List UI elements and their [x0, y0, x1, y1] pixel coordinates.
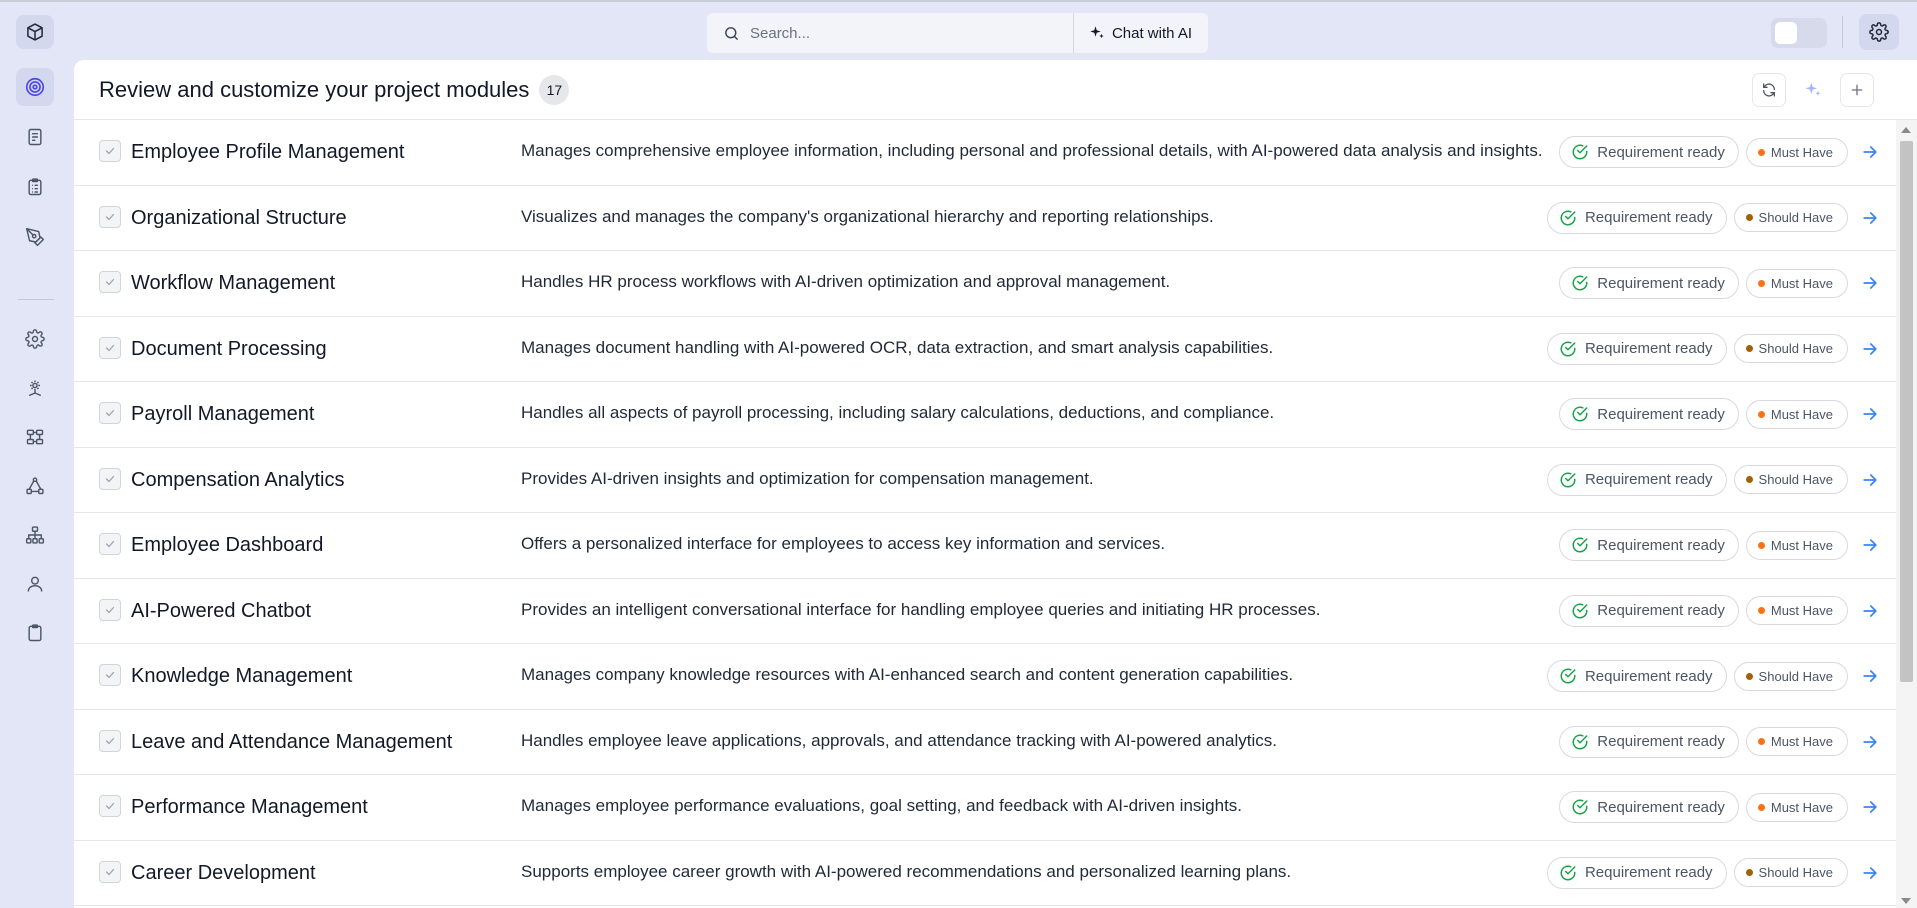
- check-icon: [104, 735, 116, 747]
- search-icon: [723, 25, 740, 42]
- module-description: Manages employee performance evaluations, goal setting, and feedback with AI-driven insights.: [521, 796, 1243, 815]
- arrow-right-icon[interactable]: [1860, 797, 1880, 817]
- workflow-icon: [25, 476, 45, 496]
- priority-badge: [1746, 793, 1848, 822]
- priority-label: Must Have: [1770, 144, 1833, 160]
- top-bar: [0, 0, 1917, 60]
- check-circle-icon: [1559, 340, 1577, 358]
- module-row[interactable]: [74, 317, 1896, 383]
- module-checkbox[interactable]: [99, 140, 121, 162]
- module-row[interactable]: [74, 120, 1896, 186]
- module-checkbox[interactable]: [99, 599, 121, 621]
- check-icon: [104, 407, 116, 419]
- check-circle-icon: [1559, 667, 1577, 685]
- status-badge: [1559, 267, 1739, 299]
- sidebar-item-ai-engine[interactable]: [16, 369, 54, 407]
- status-badge: [1547, 202, 1727, 234]
- check-icon: [104, 800, 116, 812]
- priority-dot: [1758, 149, 1765, 156]
- module-row[interactable]: [74, 710, 1896, 776]
- priority-badge: [1746, 138, 1848, 167]
- module-name: Knowledge Management: [131, 665, 353, 687]
- module-row[interactable]: [74, 775, 1896, 841]
- cube-icon: [25, 22, 45, 42]
- module-description: Provides AI-driven insights and optimization for compensation management.: [521, 468, 1094, 488]
- module-badges: [1559, 136, 1848, 168]
- module-badges: [1547, 464, 1848, 496]
- status-label: Requirement ready: [1597, 274, 1725, 292]
- module-description: Supports employee career growth with AI-powered recommendations and personalized learning plans.: [521, 861, 1292, 881]
- toggle-knob: [1775, 22, 1797, 44]
- module-checkbox[interactable]: [99, 468, 121, 490]
- module-badges: [1547, 202, 1848, 234]
- priority-badge: [1746, 531, 1848, 560]
- check-circle-icon: [1571, 733, 1589, 751]
- refresh-icon: [1761, 82, 1777, 98]
- module-checkbox[interactable]: [99, 533, 121, 555]
- module-row[interactable]: [74, 841, 1896, 907]
- sidebar-item-settings[interactable]: [16, 320, 54, 358]
- check-icon: [104, 538, 116, 550]
- gear-icon: [1869, 22, 1889, 42]
- priority-dot: [1758, 607, 1765, 614]
- module-description: Offers a personalized interface for employees to access key information and services.: [521, 534, 1166, 553]
- user-icon: [25, 574, 45, 594]
- sparkle-icon: [1803, 80, 1823, 100]
- hierarchy-icon: [25, 525, 45, 545]
- module-badges: [1559, 267, 1848, 299]
- module-name: Workflow Management: [131, 272, 336, 294]
- priority-badge: [1734, 662, 1848, 691]
- arrow-right-icon[interactable]: [1860, 208, 1880, 228]
- theme-toggle[interactable]: [1771, 18, 1827, 48]
- module-row[interactable]: [74, 186, 1896, 252]
- chat-with-ai-button[interactable]: [1073, 13, 1208, 53]
- module-description: Visualizes and manages the company's organizational hierarchy and reporting relationships.: [521, 206, 1214, 226]
- status-label: Requirement ready: [1584, 209, 1713, 226]
- divider: [1842, 16, 1843, 48]
- module-checkbox[interactable]: [99, 664, 121, 686]
- check-icon: [104, 604, 116, 616]
- arrow-right-icon[interactable]: [1860, 601, 1880, 621]
- module-name: Employee Profile Management: [131, 141, 405, 163]
- priority-dot: [1746, 476, 1753, 483]
- scrollbar[interactable]: [1896, 120, 1917, 908]
- module-name: AI-Powered Chatbot: [131, 599, 312, 622]
- main-panel: [74, 60, 1917, 908]
- status-label: Requirement ready: [1597, 733, 1725, 750]
- plus-icon: [1849, 82, 1865, 98]
- arrow-right-icon[interactable]: [1860, 273, 1880, 293]
- module-name: Employee Dashboard: [131, 534, 324, 556]
- module-name: Compensation Analytics: [131, 468, 345, 491]
- check-circle-icon: [1559, 471, 1577, 489]
- module-row[interactable]: [74, 251, 1896, 317]
- check-circle-icon: [1571, 274, 1589, 292]
- priority-badge: [1746, 269, 1848, 298]
- check-circle-icon: [1559, 209, 1577, 227]
- module-description: Manages comprehensive employee information, including personal and professional details, with AI-powered data analysis and insights.: [521, 141, 1543, 160]
- module-row[interactable]: [74, 644, 1896, 710]
- status-label: Requirement ready: [1584, 864, 1713, 881]
- grid-modules-icon: [25, 427, 45, 447]
- priority-label: Should Have: [1758, 472, 1833, 487]
- arrow-right-icon[interactable]: [1860, 470, 1880, 490]
- sidebar-item-flows[interactable]: [16, 467, 54, 505]
- document-icon: [25, 127, 45, 147]
- arrow-right-icon[interactable]: [1860, 666, 1880, 686]
- status-badge: [1559, 726, 1739, 758]
- chat-with-ai-label: Chat with AI: [1111, 24, 1192, 42]
- priority-label: Should Have: [1758, 210, 1833, 225]
- sidebar-item-modules[interactable]: [16, 418, 54, 456]
- module-checkbox[interactable]: [99, 730, 121, 752]
- module-badges: [1559, 791, 1848, 823]
- check-icon: [104, 866, 116, 878]
- check-circle-icon: [1571, 798, 1589, 816]
- refresh-button[interactable]: [1752, 73, 1786, 107]
- arrow-right-icon[interactable]: [1860, 732, 1880, 752]
- sidebar-item-clipboard[interactable]: [16, 614, 54, 652]
- status-label: Requirement ready: [1597, 405, 1725, 423]
- priority-badge: [1734, 858, 1848, 887]
- priority-dot: [1746, 869, 1753, 876]
- sidebar-item-documents[interactable]: [16, 118, 54, 156]
- priority-dot: [1746, 673, 1753, 680]
- ai-generate-button[interactable]: [1796, 73, 1830, 107]
- pen-tool-icon: [25, 227, 45, 247]
- module-checkbox[interactable]: [99, 861, 121, 883]
- check-circle-icon: [1571, 405, 1589, 423]
- check-circle-icon: [1559, 864, 1577, 882]
- module-description: Manages document handling with AI-powered OCR, data extraction, and smart analysis capabilities.: [521, 337, 1274, 357]
- status-badge: [1559, 791, 1739, 823]
- status-label: Requirement ready: [1584, 340, 1713, 357]
- module-list: [74, 120, 1896, 906]
- priority-label: Must Have: [1770, 799, 1833, 815]
- module-badges: [1559, 595, 1848, 627]
- priority-dot: [1758, 542, 1765, 549]
- sidebar-item-goals[interactable]: [16, 68, 54, 106]
- priority-label: Should Have: [1758, 668, 1833, 684]
- module-badges: [1547, 660, 1848, 692]
- module-description: Handles employee leave applications, approvals, and attendance tracking with AI-powered analytics.: [521, 730, 1278, 750]
- module-count-badge: 17: [539, 75, 569, 105]
- clipboard-list-icon: [25, 177, 45, 197]
- check-icon: [104, 669, 116, 681]
- app-logo-button[interactable]: [16, 15, 54, 49]
- priority-dot: [1746, 345, 1753, 352]
- search-bar: [707, 13, 1208, 53]
- status-label: Requirement ready: [1597, 536, 1725, 554]
- status-label: Requirement ready: [1597, 798, 1725, 816]
- status-label: Requirement ready: [1584, 471, 1713, 488]
- sidebar-separator: [18, 299, 54, 300]
- module-description: Manages company knowledge resources with AI-enhanced search and content generation capabilities.: [521, 665, 1294, 684]
- arrow-right-icon[interactable]: [1860, 339, 1880, 359]
- sidebar-item-design[interactable]: [16, 218, 54, 256]
- add-module-button[interactable]: [1840, 73, 1874, 107]
- module-name: Career Development: [131, 861, 316, 884]
- check-circle-icon: [1571, 143, 1589, 161]
- module-badges: [1559, 529, 1848, 561]
- sidebar: [0, 60, 72, 908]
- status-badge: [1559, 398, 1739, 430]
- priority-dot: [1758, 804, 1765, 811]
- arrow-right-icon[interactable]: [1860, 142, 1880, 162]
- priority-label: Must Have: [1770, 406, 1833, 422]
- target-icon: [24, 76, 46, 98]
- check-icon: [104, 342, 116, 354]
- page-title: Review and customize your project modules: [99, 76, 530, 102]
- status-label: Requirement ready: [1584, 667, 1713, 685]
- module-row[interactable]: [74, 513, 1896, 579]
- check-icon: [104, 211, 116, 223]
- module-name: Payroll Management: [131, 403, 315, 425]
- priority-badge: [1746, 400, 1848, 429]
- module-row[interactable]: [74, 448, 1896, 514]
- status-badge: [1547, 333, 1727, 365]
- module-badges: [1559, 726, 1848, 758]
- status-label: Requirement ready: [1597, 143, 1725, 161]
- module-name: Organizational Structure: [131, 206, 347, 229]
- module-checkbox[interactable]: [99, 337, 121, 359]
- module-row[interactable]: [74, 579, 1896, 645]
- module-row[interactable]: [74, 382, 1896, 448]
- priority-label: Should Have: [1758, 341, 1833, 356]
- status-badge: [1559, 529, 1739, 561]
- status-badge: [1547, 857, 1727, 889]
- status-badge: [1559, 595, 1739, 627]
- scroll-down-arrow[interactable]: [1901, 898, 1911, 904]
- arrow-right-icon[interactable]: [1860, 863, 1880, 883]
- priority-label: Must Have: [1770, 603, 1833, 618]
- sparkle-icon: [1088, 24, 1106, 42]
- module-badges: [1547, 333, 1848, 365]
- module-badges: [1559, 398, 1848, 430]
- sidebar-item-hierarchy[interactable]: [16, 516, 54, 554]
- priority-label: Must Have: [1770, 275, 1833, 291]
- page-header: [74, 60, 1917, 120]
- module-description: Handles HR process workflows with AI-driven optimization and approval management.: [521, 272, 1171, 291]
- clipboard-icon: [25, 623, 45, 643]
- module-checkbox[interactable]: [99, 271, 121, 293]
- module-description: Handles all aspects of payroll processing, including salary calculations, deductions, and compliance.: [521, 403, 1275, 422]
- check-icon: [104, 473, 116, 485]
- status-badge: [1547, 464, 1727, 496]
- priority-badge: [1734, 465, 1848, 494]
- module-checkbox[interactable]: [99, 206, 121, 228]
- scroll-up-arrow[interactable]: [1901, 127, 1911, 133]
- priority-dot: [1758, 738, 1765, 745]
- priority-dot: [1758, 411, 1765, 418]
- check-icon: [104, 276, 116, 288]
- priority-dot: [1746, 214, 1753, 221]
- check-circle-icon: [1571, 602, 1589, 620]
- module-name: Performance Management: [131, 796, 368, 818]
- settings-button[interactable]: [1859, 14, 1899, 50]
- check-icon: [104, 145, 116, 157]
- module-checkbox[interactable]: [99, 402, 121, 424]
- module-name: Leave and Attendance Management: [131, 730, 453, 753]
- search-input[interactable]: [750, 25, 1050, 42]
- priority-badge: [1746, 727, 1848, 756]
- cog-network-icon: [25, 378, 45, 398]
- arrow-right-icon[interactable]: [1860, 535, 1880, 555]
- priority-badge: [1734, 203, 1848, 232]
- priority-label: Must Have: [1770, 537, 1833, 553]
- module-badges: [1547, 857, 1848, 889]
- priority-dot: [1758, 280, 1765, 287]
- scroll-thumb[interactable]: [1900, 141, 1913, 682]
- settings-icon: [25, 329, 45, 349]
- status-label: Requirement ready: [1597, 602, 1725, 619]
- priority-badge: [1746, 596, 1848, 625]
- status-badge: [1547, 660, 1727, 692]
- module-name: Document Processing: [131, 337, 327, 360]
- priority-label: Must Have: [1770, 734, 1833, 749]
- status-badge: [1559, 136, 1739, 168]
- module-description: Provides an intelligent conversational interface for handling employee queries and initiating HR processes.: [521, 599, 1321, 619]
- priority-label: Should Have: [1758, 865, 1833, 880]
- module-checkbox[interactable]: [99, 795, 121, 817]
- priority-badge: [1734, 334, 1848, 363]
- sidebar-item-users[interactable]: [16, 565, 54, 603]
- search-field[interactable]: [707, 13, 1073, 53]
- sidebar-item-tasks[interactable]: [16, 168, 54, 206]
- arrow-right-icon[interactable]: [1860, 404, 1880, 424]
- check-circle-icon: [1571, 536, 1589, 554]
